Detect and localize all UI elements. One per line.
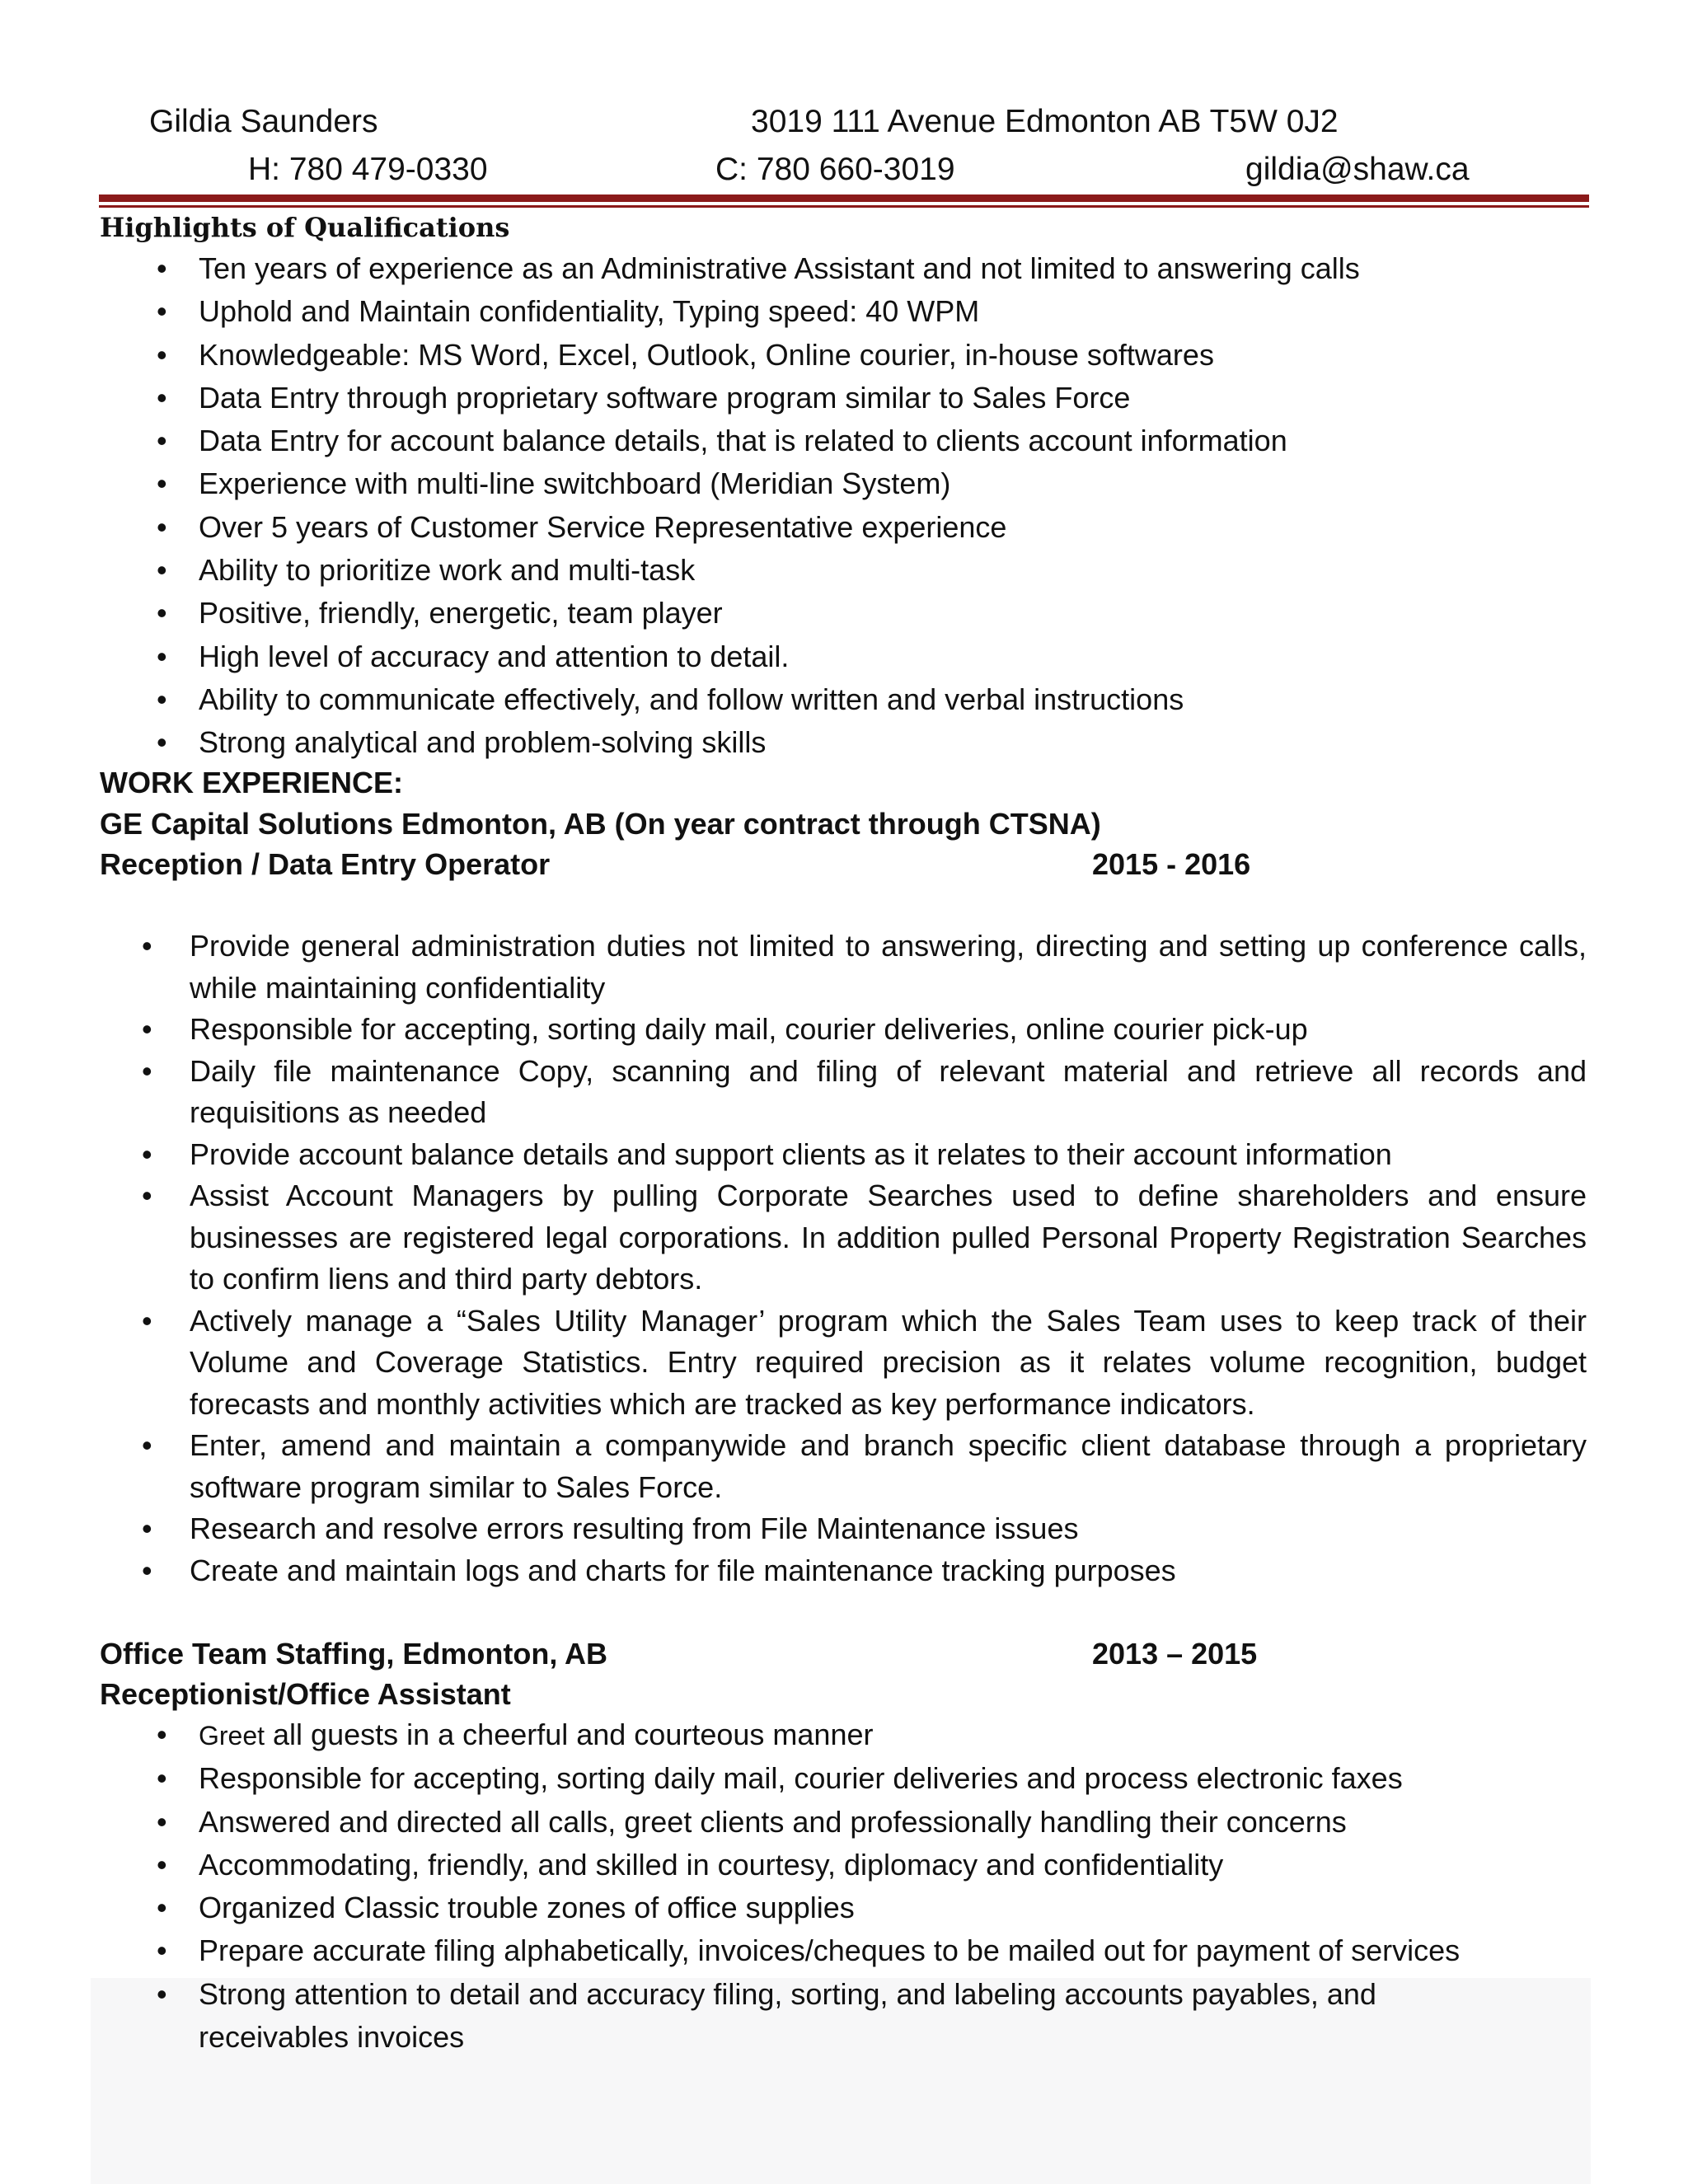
bullet-icon: •	[142, 1012, 152, 1046]
bullet-icon: •	[157, 596, 167, 630]
bullet-icon: •	[157, 553, 167, 588]
bullet-icon: •	[142, 929, 152, 963]
bullet-icon: •	[157, 1718, 167, 1751]
list-item: • Provide general administration duties not limited to answering, directing and setting up conference calls, while maintaining confidentiality	[0, 926, 1587, 1009]
job-company: Office Team Staffing, Edmonton, AB	[100, 1637, 608, 1671]
bullet-icon: •	[142, 1553, 152, 1587]
bullet-icon: •	[157, 424, 167, 458]
list-item: • Create and maintain logs and charts for file maintenance tracking purposes	[0, 1550, 1587, 1592]
bullet-icon: •	[142, 1428, 152, 1462]
bullet-icon: •	[157, 1804, 167, 1839]
list-item: • Ability to prioritize work and multi-task	[0, 549, 1688, 592]
bullet-icon: •	[157, 1847, 167, 1882]
header-rule	[99, 194, 1589, 202]
list-item: • Ten years of experience as an Administrative Assistant and not limited to answering calls	[0, 247, 1688, 290]
list-item: • Accommodating, friendly, and skilled in courtesy, diplomacy and confidentiality	[0, 1844, 1476, 1886]
job-title: Reception / Data Entry Operator	[100, 847, 551, 881]
bullet-icon: •	[157, 1891, 167, 1925]
list-item: • Knowledgeable: MS Word, Excel, Outlook, Online courier, in-house softwares	[0, 334, 1688, 377]
list-item: • Daily file maintenance Copy, scanning and filing of relevant material and retrieve all records and requisitions as needed	[0, 1051, 1587, 1134]
list-item: • Strong analytical and problem-solving skills	[0, 721, 1688, 764]
cell-phone: C: 780 660-3019	[715, 152, 955, 187]
bullet-icon: •	[157, 251, 167, 285]
list-item: • Strong attention to detail and accuracy filing, sorting, and labeling accounts payables, and receivables invoices	[0, 1973, 1476, 2060]
list-item: • Prepare accurate filing alphabetically, invoices/cheques to be mailed out for payment of services	[0, 1929, 1476, 1972]
list-item: • Data Entry for account balance details, that is related to clients account information	[0, 419, 1688, 462]
list-item: • Answered and directed all calls, greet clients and professionally handling their concerns	[0, 1801, 1476, 1844]
address: 3019 111 Avenue Edmonton AB T5W 0J2	[751, 104, 1339, 139]
highlights-title: Highlights of Qualifications	[100, 212, 510, 243]
job-duties-list	[0, 1713, 1688, 2059]
bullet-icon: •	[157, 337, 167, 372]
job-dates: 2015 - 2016	[1092, 847, 1251, 881]
bullet-icon: •	[157, 1761, 167, 1796]
email: gildia@shaw.ca	[1245, 152, 1470, 187]
list-item: • Actively manage a “Sales Utility Manager’ program which the Sales Team uses to keep track of their Volume and Coverage Statistics. Entry required precision as it relates volume recognition, budget forecasts and monthly activities which are tracked as key performance indicators.	[0, 1301, 1587, 1426]
bullet-icon: •	[142, 1179, 152, 1212]
list-item: • Assist Account Managers by pulling Corporate Searches used to define shareholders and ensure businesses are registered legal corporations. In addition pulled Personal Property Registration Searches to confirm liens and third party debtors.	[0, 1175, 1587, 1301]
list-item: • Positive, friendly, energetic, team player	[0, 592, 1688, 635]
bullet-icon: •	[142, 1303, 152, 1338]
work-experience-heading: WORK EXPERIENCE:	[100, 766, 404, 799]
list-item: • Provide account balance details and support clients as it relates to their account information	[0, 1134, 1587, 1176]
applicant-name: Gildia Saunders	[149, 104, 378, 139]
list-item: • High level of accuracy and attention to detail.	[0, 635, 1688, 678]
bullet-icon: •	[157, 466, 167, 501]
list-item: • Over 5 years of Customer Service Representative experience	[0, 506, 1688, 549]
list-item: • Responsible for accepting, sorting daily mail, courier deliveries and process electronic faxes	[0, 1757, 1476, 1800]
bullet-icon: •	[142, 1137, 152, 1171]
list-item: • Ability to communicate effectively, and follow written and verbal instructions	[0, 678, 1688, 721]
home-phone: H: 780 479-0330	[248, 152, 488, 187]
job-title: Receptionist/Office Assistant	[100, 1677, 511, 1711]
bullet-icon: •	[157, 509, 167, 544]
bullet-icon: •	[157, 1933, 167, 1968]
list-item: • Organized Classic trouble zones of office supplies	[0, 1886, 1476, 1929]
list-item: • Experience with multi-line switchboard (Meridian System)	[0, 462, 1688, 505]
list-item: • Enter, amend and maintain a companywide and branch specific client database through a proprietary software program similar to Sales Force.	[0, 1425, 1587, 1508]
list-item: • Greet all guests in a cheerful and courteous manner	[0, 1713, 1476, 1757]
bullet-icon: •	[157, 380, 167, 415]
job-duties-list	[0, 926, 1688, 1591]
list-item: • Research and resolve errors resulting from File Maintenance issues	[0, 1508, 1587, 1550]
list-item: • Responsible for accepting, sorting daily mail, courier deliveries, online courier pick-up	[0, 1009, 1587, 1051]
job-dates: 2013 – 2015	[1092, 1637, 1258, 1671]
header-rule-thin	[99, 205, 1589, 208]
list-item: • Uphold and Maintain confidentiality, Typing speed: 40 WPM	[0, 290, 1688, 333]
bullet-icon: •	[142, 1053, 152, 1088]
bullet-icon: •	[157, 682, 167, 716]
job-company: GE Capital Solutions Edmonton, AB (On year contract through CTSNA)	[100, 807, 1101, 841]
list-item: • Data Entry through proprietary software program similar to Sales Force	[0, 377, 1688, 419]
bullet-icon: •	[157, 1976, 167, 2011]
bullet-icon: •	[142, 1511, 152, 1545]
bullet-icon: •	[157, 639, 167, 673]
highlights-list	[0, 247, 1688, 765]
bullet-icon: •	[157, 725, 167, 760]
bullet-icon: •	[157, 294, 167, 329]
